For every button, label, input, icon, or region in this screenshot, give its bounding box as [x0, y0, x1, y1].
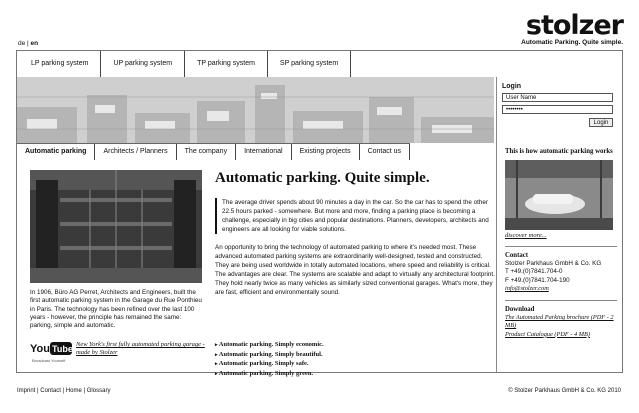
benefit-green-link[interactable]: ▸ Automatic parking. Simply green. — [215, 370, 485, 380]
historic-garage-photo — [30, 170, 202, 283]
username-field[interactable]: User Name — [502, 93, 613, 102]
password-field[interactable]: •••••••• — [502, 105, 613, 114]
language-switcher: de | en — [18, 40, 39, 47]
company-name: Stolzer Parkhaus GmbH & Co. KG — [505, 260, 602, 267]
email-link[interactable]: info@stolzer.com — [505, 284, 549, 292]
youtube-logo[interactable] — [30, 341, 74, 370]
hero-city-model-image — [17, 77, 494, 143]
login-panel — [502, 77, 620, 127]
discover-more-link[interactable]: discover more... — [505, 232, 547, 239]
nav-existing-projects[interactable]: Existing projects — [292, 144, 360, 160]
parking-system-photo[interactable] — [505, 160, 613, 230]
system-tabs — [17, 51, 351, 77]
lang-en-link[interactable]: en — [30, 40, 39, 47]
footer-imprint-link[interactable]: Imprint — [17, 388, 36, 394]
lang-de-link[interactable]: de — [18, 40, 26, 47]
right-sidebar — [505, 147, 617, 339]
logo[interactable] — [521, 12, 623, 46]
svg-text:Tube: Tube — [52, 344, 73, 354]
youtube-video-link[interactable]: New York's first fully automated parking garage - made by Stolzer — [76, 341, 205, 356]
copyright: © Stolzer Parkhaus GmbH & Co. KG 2010 — [508, 388, 621, 394]
footer-links: Imprint | Contact | Home | Glossary — [17, 388, 111, 394]
footer-contact-link[interactable]: Contact — [40, 388, 61, 394]
benefit-safe-link[interactable]: ▸ Automatic parking. Simply safe. — [215, 360, 485, 370]
tab-tp-system[interactable]: TP parking system — [185, 51, 268, 77]
download-heading: Download — [505, 306, 535, 314]
tab-up-system[interactable]: UP parking system — [101, 51, 185, 77]
catalogue-download-link[interactable]: Product Catalogue (PDF - 4 MB) — [505, 330, 590, 338]
fax-number: F +49.(0)7841.704-190 — [505, 276, 570, 284]
logo-tagline: Automatic Parking. Quite simple. — [521, 39, 623, 46]
benefit-economic-link[interactable]: ▸ Automatic parking. Simply economic. — [215, 341, 485, 351]
logo-wordmark: stolzer — [525, 10, 623, 41]
footer-home-link[interactable]: Home — [65, 388, 82, 394]
page-title: Automatic parking. Quite simple. — [215, 170, 430, 186]
login-heading: Login — [502, 83, 522, 90]
nav-architects-planners[interactable]: Architects / Planners — [95, 144, 176, 160]
nav-the-company[interactable]: The company — [177, 144, 236, 160]
history-caption: In 1906, Büro AG Perret, Architects and Engineers, built the first automatic parking system in the Garage du Rue Ponthieu in Paris. The technology has been refined over the last 100 years - however, the principle has remained the same: parking, simple and automatic. — [30, 289, 202, 330]
tab-sp-system[interactable]: SP parking system — [268, 51, 351, 77]
nav-contact-us[interactable]: Contact us — [360, 144, 410, 160]
benefits-list — [215, 341, 485, 379]
sidebar-divider-2 — [505, 300, 617, 301]
tab-lp-system[interactable]: LP parking system — [17, 51, 101, 77]
nav-automatic-parking[interactable]: Automatic parking — [17, 144, 95, 160]
nav-international[interactable]: International — [236, 144, 292, 160]
footer-glossary-link[interactable]: Glossary — [86, 388, 111, 394]
benefit-beautiful-link[interactable]: ▸ Automatic parking. Simply beautiful. — [215, 351, 485, 361]
sidebar-divider-1 — [505, 246, 617, 247]
login-button[interactable]: Login — [589, 118, 613, 127]
svg-text:Broadcast Yourself: Broadcast Yourself — [32, 358, 66, 363]
intro-body: An opportunity to bring the technology of automated parking to where it's needed most. These advanced automated parking systems are extraordinarily well-designed, tested and constructed. They are being used worldwide in totally automated locations, where speed and reliability is critical. The advantages are clear. The systems are scalable and adapt to virtually any architectural footprint. They hold nearly twice as many vehicles as similarly sized conventional garages. What's more, they are fast, efficient and environmentally sound. — [215, 244, 495, 296]
how-it-works-heading: This is how automatic parking works — [505, 148, 613, 155]
intro-quote: The average driver spends about 90 minutes a day in the car. So the car has to spend the other 22.5 hours parked - somewhere. But more and more, finding a parking place is becoming a challenge, especially in big cities and popular destinations. Planners, developers, architects and engineers are all looking for viable solutions. — [215, 198, 490, 234]
svg-text:You: You — [30, 343, 50, 355]
main-nav — [17, 143, 410, 160]
sidebar-divider — [496, 77, 497, 373]
brochure-download-link[interactable]: The Automated Parking brochure (PDF - 2 MB) — [505, 314, 614, 330]
phone-number: T +49.(0)7841.704-0 — [505, 268, 563, 276]
contact-heading: Contact — [505, 252, 529, 259]
